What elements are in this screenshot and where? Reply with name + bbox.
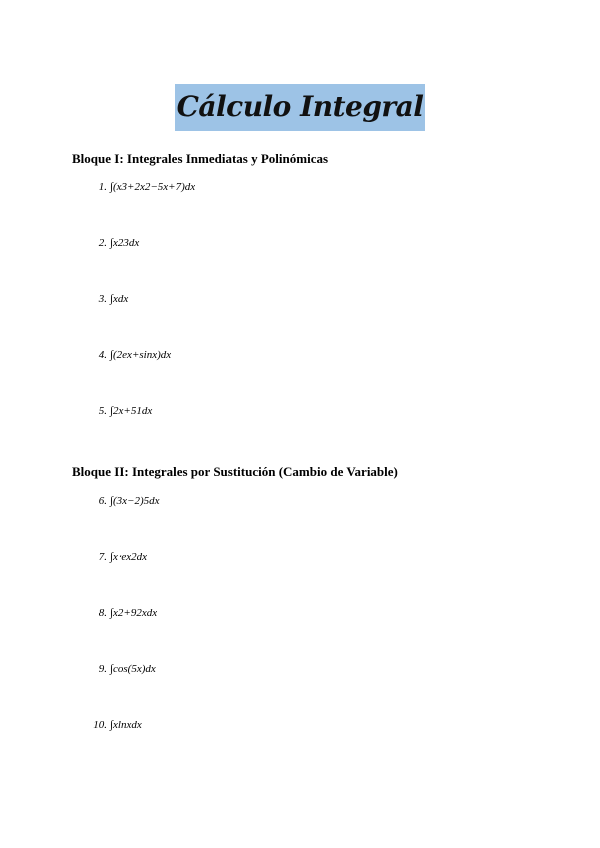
list-item xyxy=(88,404,152,418)
item-number: 5. xyxy=(98,405,107,417)
item-number: 9. xyxy=(98,663,107,675)
item-expression: ∫x23dx xyxy=(110,237,140,249)
list-item xyxy=(88,494,160,508)
section-heading-bloque-2: Bloque II: Integrales por Sustitución (Cambio de Variable) xyxy=(72,464,398,479)
list-item xyxy=(88,292,128,306)
item-expression: ∫(2ex+sinx)dx xyxy=(110,349,172,361)
item-expression: ∫(3x−2)5dx xyxy=(110,495,160,507)
list-item xyxy=(88,718,142,732)
list-item xyxy=(88,236,139,250)
list-item xyxy=(88,550,147,564)
item-number: 7. xyxy=(98,551,107,563)
item-number: 1. xyxy=(98,181,107,193)
section-heading-bloque-1: Bloque I: Integrales Inmediatas y Polinómicas xyxy=(72,151,329,166)
item-number: 8. xyxy=(98,607,107,619)
list-item xyxy=(88,180,195,194)
item-number: 2. xyxy=(98,237,107,249)
list-item xyxy=(88,606,157,620)
item-expression: ∫cos(5x)dx xyxy=(110,663,156,675)
item-number: 4. xyxy=(98,349,107,361)
list-item xyxy=(88,348,171,362)
item-number: 6. xyxy=(98,495,107,507)
item-number: 3. xyxy=(98,293,107,305)
list-item xyxy=(88,662,156,676)
item-number: 10. xyxy=(93,719,107,731)
title-container xyxy=(0,84,600,131)
item-expression: ∫x⋅ex2dx xyxy=(110,551,148,563)
item-expression: ∫(x3+2x2−5x+7)dx xyxy=(110,181,196,193)
item-expression: ∫2x+51dx xyxy=(110,405,153,417)
item-expression: ∫xlnxdx xyxy=(110,719,142,731)
item-expression: ∫xdx xyxy=(110,293,129,305)
item-expression: ∫x2+92xdx xyxy=(110,607,158,619)
document-title: Cálculo Integral xyxy=(175,84,426,131)
